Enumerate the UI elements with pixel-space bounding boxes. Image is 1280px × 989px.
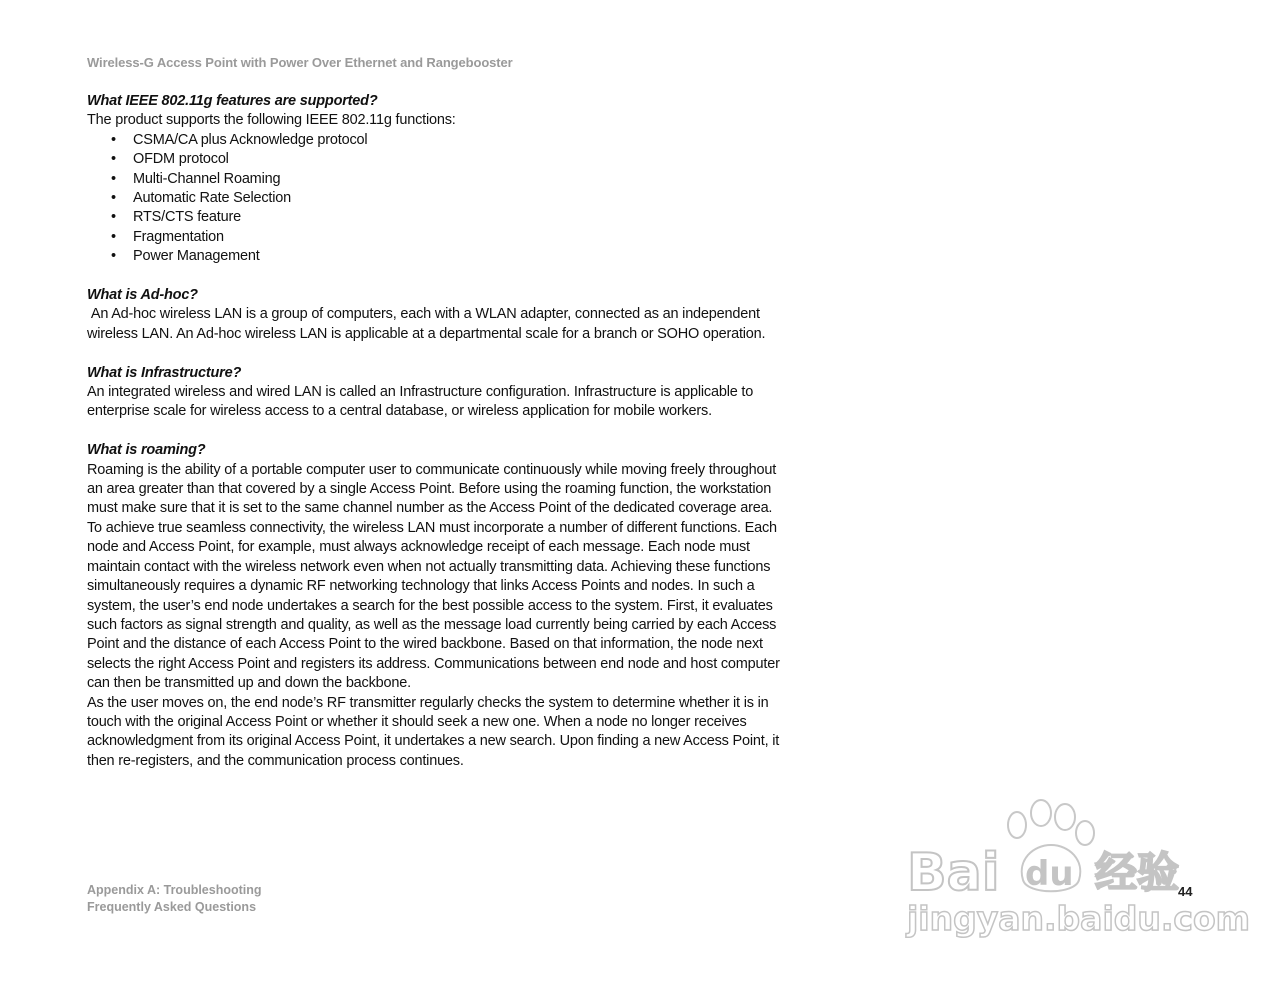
question-heading: What IEEE 802.11g features are supported?	[87, 93, 378, 109]
bullet-icon: •	[111, 248, 116, 265]
faq-adhoc	[87, 286, 787, 344]
watermark-du: du	[1025, 854, 1074, 894]
faq-roaming	[87, 441, 787, 771]
answer-text: An integrated wireless and wired LAN is called an Infrastructure configuration. Infrastructure is applicable to enterprise scale for wireless access to a central database, or wireless application for mobile workers.	[87, 384, 754, 420]
answer-text: The product supports the following IEEE 802.11g functions:	[87, 112, 456, 129]
bullet-icon: •	[111, 209, 116, 226]
footer-section: Frequently Asked Questions	[87, 900, 257, 914]
faq-infrastructure	[87, 364, 787, 422]
watermark-url: jingyan.baidu.com	[907, 899, 1251, 938]
list-item: • Fragmentation	[111, 228, 787, 247]
watermark-bai: Bai	[907, 843, 1000, 903]
list-item: • Power Management	[111, 247, 787, 266]
paw-toe-4	[1076, 821, 1094, 845]
answer-text: Roaming is the ability of a portable computer user to communicate continuously while moving freely throughout an area greater than that covered by a single Access Point. Before using the roaming function, the workstation must make sure that it is set to the same channel number as the Access Point of the dedicated coverage area.	[87, 461, 777, 517]
list-item: • Multi-Channel Roaming	[111, 170, 787, 189]
list-item: • CSMA/CA plus Acknowledge protocol	[111, 131, 787, 150]
footer-chapter: Appendix A: Troubleshooting	[87, 883, 262, 897]
paw-toe-1	[1008, 812, 1026, 838]
faq-features	[87, 92, 787, 267]
paw-toe-2	[1031, 800, 1051, 826]
bullet-icon: •	[111, 170, 116, 187]
watermark-jingyan: 经验	[1095, 848, 1180, 897]
faq-content	[87, 92, 787, 771]
list-item: • RTS/CTS feature	[111, 208, 787, 227]
baidu-watermark	[905, 795, 1251, 945]
page-footer	[87, 882, 262, 916]
list-item: • OFDM protocol	[111, 150, 787, 169]
bullet-icon: •	[111, 190, 116, 207]
paw-toe-3	[1055, 804, 1075, 830]
page-number: 44	[1178, 884, 1193, 899]
list-item: • Automatic Rate Selection	[111, 189, 787, 208]
bullet-icon: •	[111, 131, 116, 148]
bullet-icon: •	[111, 228, 116, 245]
bullet-icon: •	[111, 151, 116, 168]
question-heading: What is roaming?	[87, 442, 206, 459]
answer-text: As the user moves on, the end node’s RF transmitter regularly checks the system to determine whether it is in touch with the original Access Point or whether it should seek a new one. When a node no longer receives acknowledgment from its original Access Point, it undertakes a new search. Upon finding a new Access Point, it then re-registers, and the communication process continues.	[87, 694, 780, 769]
question-heading: What is Infrastructure?	[87, 364, 242, 381]
answer-text: To achieve true seamless connectivity, the wireless LAN must incorporate a number of different functions. Each node and Access Point, for example, must always acknowledge receipt of each message. Each node must maintain contact with the wireless network even when not actually transmitting data. Achieving these functions simultaneously requires a dynamic RF networking technology that links Access Points and nodes. In such a system, the user’s end node undertakes a search for the best possible access to the system. First, it evaluates such factors as signal strength and quality, as well as the message load currently being carried by each Access Point and the distance of each Access Point to the wired backbone. Based on that information, the node next selects the right Access Point and registers its address. Communications between end node and host computer can then be transmitted up and down the backbone.	[87, 519, 780, 692]
question-heading: What is Ad-hoc?	[87, 287, 198, 304]
feature-list	[87, 131, 787, 267]
answer-text: An Ad-hoc wireless LAN is a group of computers, each with a WLAN adapter, connected as an independent wireless LAN. An Ad-hoc wireless LAN is applicable at a departmental scale for a branch or SOHO operation.	[87, 306, 766, 342]
running-header: Wireless-G Access Point with Power Over Ethernet and Rangebooster	[87, 55, 513, 70]
